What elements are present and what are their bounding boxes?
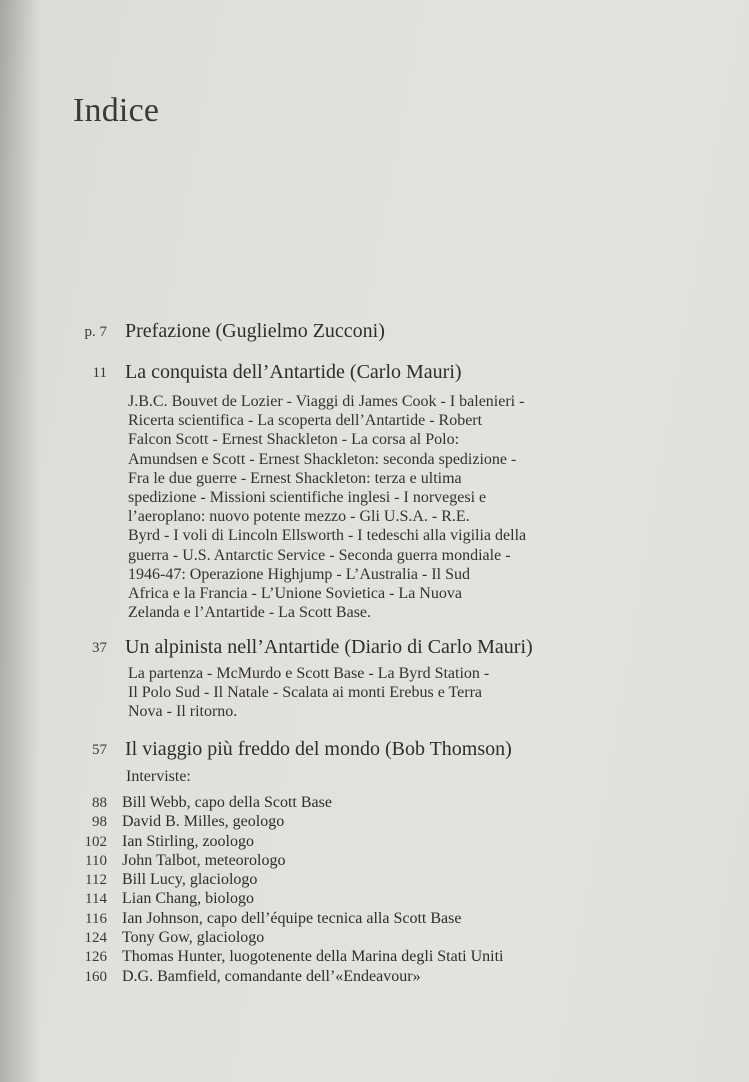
interview-page-number: 126 [84,949,107,966]
interview-item [0,929,749,948]
interview-text: D.G. Bamfield, comandante dell’«Endeavour» [122,967,421,985]
toc-heading: Prefazione (Guglielmo Zucconi) [125,320,385,342]
toc-page-number: 57 [92,742,107,758]
description-line: Nova - Il ritorno. [128,703,238,721]
interview-text: Bill Webb, capo della Scott Base [122,794,332,811]
toc-description [128,664,489,722]
toc-heading: Un alpinista nell’Antartide (Diario di Carlo Mauri) [125,636,533,658]
description-line: Zelanda e l’Antartide - La Scott Base. [128,604,372,622]
interview-item [0,794,749,813]
toc-page-number: 11 [92,365,107,381]
interview-item [0,910,749,929]
description-line: Falcon Scott - Ernest Shackleton - La corsa al Polo: [128,431,460,449]
toc-heading: Il viaggio più freddo del mondo (Bob Thomson) [125,738,512,760]
interview-item [0,871,749,890]
interview-item [0,813,749,832]
page-title: Indice [73,92,160,129]
interview-item [0,833,749,852]
interviews-label: Interviste: [126,768,191,785]
interview-page-number: 102 [84,833,107,850]
description-line: guerra - U.S. Antarctic Service - Seconda guerra mondiale - [128,546,511,564]
interview-text: Ian Stirling, zoologo [122,832,254,850]
interview-page-number: 88 [92,795,107,811]
interview-page-number: 116 [85,910,107,927]
description-line: Africa e la Francia - L’Unione Sovietica - La Nuova [128,585,462,603]
interview-page-number: 110 [85,852,107,869]
interview-page-number: 114 [85,891,107,908]
toc-heading: La conquista dell’Antartide (Carlo Mauri) [125,361,462,383]
description-line: La partenza - McMurdo e Scott Base - La Byrd Station - [128,665,490,682]
interviews-list [0,794,749,987]
interview-page-number: 112 [85,872,107,889]
interview-text: John Talbot, meteorologo [122,851,286,869]
description-line: J.B.C. Bouvet de Lozier - Viaggi di James Cook - I balenieri - [128,393,525,410]
description-line: Fra le due guerre - Ernest Shackleton: terza e ultima [128,469,462,487]
toc-page-number: p. 7 [84,324,107,340]
description-line: Byrd - I voli di Lincoln Ellsworth - I tedeschi alla vigilia della [128,527,527,545]
interview-text: David B. Milles, geologo [122,813,285,831]
interview-item [0,852,749,871]
description-line: spedizione - Missioni scientifiche inglesi - I norvegesi e [128,489,487,507]
description-line: Il Polo Sud - Il Natale - Scalata ai monti Erebus e Terra [128,684,483,702]
interview-page-number: 160 [84,968,107,985]
interview-text: Bill Lucy, glaciologo [122,871,258,889]
interview-text: Thomas Hunter, luogotenente della Marina degli Stati Uniti [122,948,504,966]
interview-item [0,968,749,987]
interview-text: Lian Chang, biologo [122,890,254,908]
interview-page-number: 124 [84,930,107,947]
description-line: Amundsen e Scott - Ernest Shackleton: seconda spedizione - [128,450,517,468]
interview-item [0,890,749,909]
description-line: Ricerta scientifica - La scoperta dell’Antartide - Robert [128,412,483,430]
description-line: 1946-47: Operazione Highjump - L’Australia - Il Sud [128,565,471,583]
toc-description [128,392,526,622]
toc-page-number: 37 [92,640,107,656]
interview-text: Ian Johnson, capo dell’équipe tecnica alla Scott Base [122,909,462,927]
description-line: l’aeroplano: nuovo potente mezzo - Gli U.S.A. - R.E. [128,508,470,526]
interview-page-number: 98 [92,814,107,831]
interview-text: Tony Gow, glaciologo [122,929,265,947]
interview-item [0,948,749,967]
